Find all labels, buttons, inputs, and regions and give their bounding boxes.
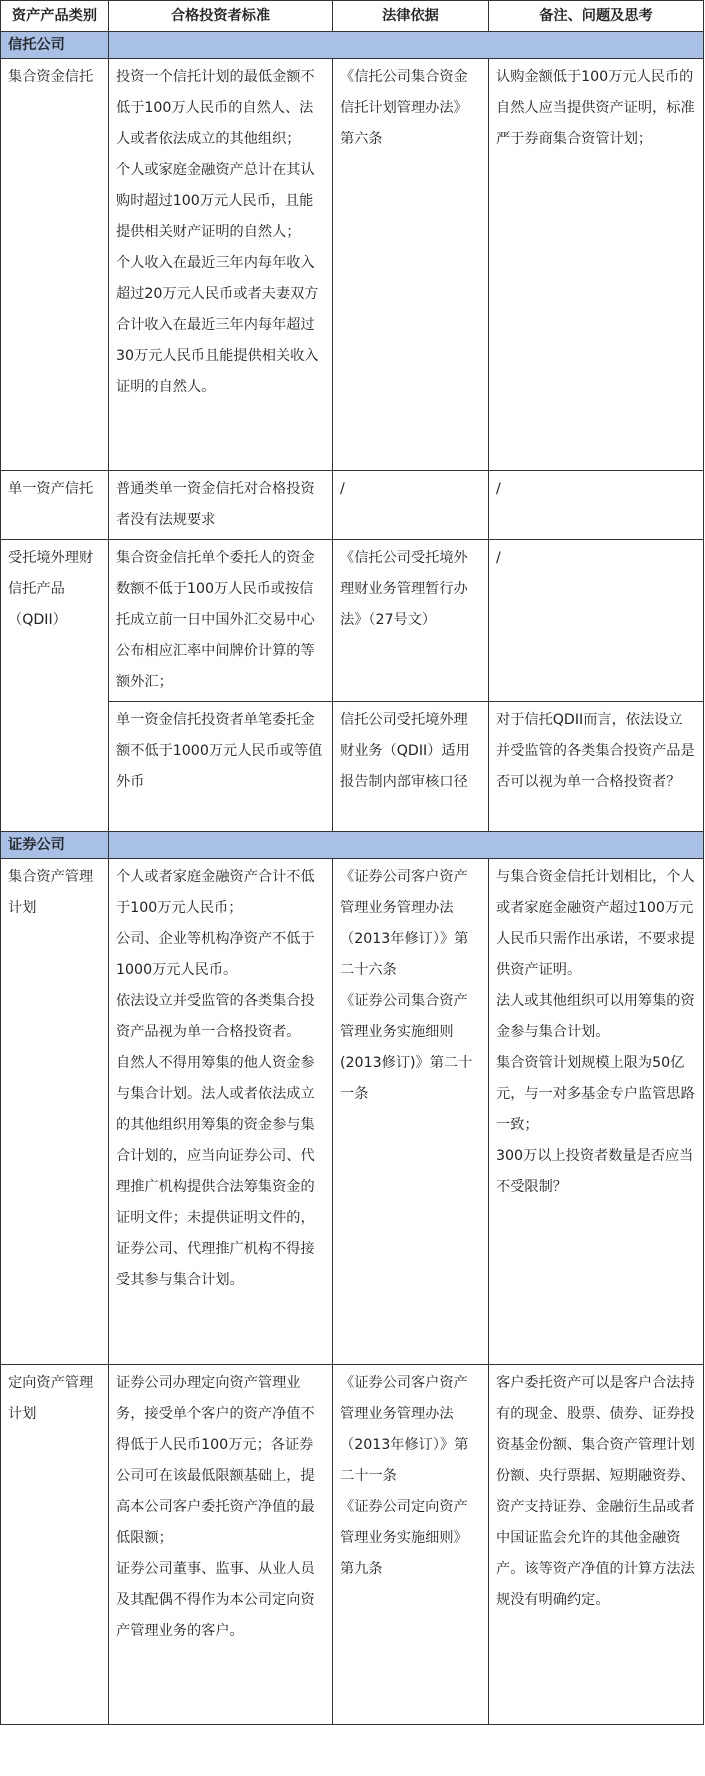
standard-paragraph: 单一资金信托投资者单笔委托金额不低于1000万元人民币或等值外币 xyxy=(116,712,323,790)
note-paragraph: 300万以上投资者数量是否应当不受限制？ xyxy=(496,1148,694,1195)
header-legal-basis: 法律依据 xyxy=(333,1,489,32)
notes-cell xyxy=(489,471,704,540)
section-fill xyxy=(109,32,704,59)
category-cell: 单一资产信托 xyxy=(1,471,109,540)
legal-basis-cell xyxy=(333,859,489,1365)
legal-basis-cell xyxy=(333,1365,489,1725)
header-notes: 备注、问题及思考 xyxy=(489,1,704,32)
note-paragraph: 集合资管计划规模上限为50亿元，与一对多基金专户监管思路一致； xyxy=(496,1055,695,1133)
header-row xyxy=(1,1,704,32)
legal-basis-paragraph: 《证券公司客户资产管理业务管理办法（2013年修订）》第二十六条 xyxy=(340,869,469,978)
legal-basis-paragraph: 信托公司受托境外理财业务（QDII）适用报告制内部审核口径 xyxy=(340,712,470,790)
category-cell: 定向资产管理计划 xyxy=(1,1365,109,1725)
notes-cell xyxy=(489,702,704,832)
category-cell: 集合资金信托 xyxy=(1,59,109,471)
standards-cell xyxy=(109,1365,333,1725)
category-cell: 受托境外理财信托产品（QDII） xyxy=(1,540,109,832)
header-standards: 合格投资者标准 xyxy=(109,1,333,32)
standard-paragraph: 个人收入在最近三年内每年收入超过20万元人民币或者夫妻双方合计收入在最近三年内每年超过30万元人民币且能提供相关收入证明的自然人。 xyxy=(116,255,319,395)
legal-basis-cell xyxy=(333,59,489,471)
standard-paragraph: 集合资金信托单个委托人的资金数额不低于100万人民币或按信托成立前一日中国外汇交易中心公布相应汇率中间牌价计算的等额外汇； xyxy=(116,550,315,690)
standards-cell xyxy=(109,702,333,832)
table-row xyxy=(1,471,704,540)
legal-basis-paragraph: 《证券公司客户资产管理业务管理办法（2013年修订）》第二十一条 xyxy=(340,1375,469,1484)
legal-basis-paragraph: 《信托公司受托境外理财业务管理暂行办法》（27号文） xyxy=(340,550,468,628)
notes-cell xyxy=(489,859,704,1365)
standard-paragraph: 投资一个信托计划的最低金额不低于100万人民币的自然人、法人或者依法成立的其他组织； xyxy=(116,69,315,147)
standard-paragraph: 证券公司办理定向资产管理业务，接受单个客户的资产净值不得低于人民币100万元；各证券公司可在该最低限额基础上，提高本公司客户委托资产净值的最低限额； xyxy=(116,1375,315,1546)
table-row xyxy=(1,859,704,1365)
note-paragraph: 与集合资金信托计划相比，个人或者家庭金融资产超过100万元人民币只需作出承诺，不要求提供资产证明。 xyxy=(496,869,695,978)
note-paragraph: / xyxy=(496,481,501,497)
standards-cell xyxy=(109,859,333,1365)
notes-cell xyxy=(489,540,704,702)
note-paragraph: / xyxy=(496,550,501,566)
section-row-securities xyxy=(1,832,704,859)
legal-basis-paragraph: 《证券公司定向资产管理业务实施细则》第九条 xyxy=(340,1499,468,1577)
standard-paragraph: 自然人不得用筹集的他人资金参与集合计划。法人或者依法成立的其他组织用筹集的资金参与集合计划的，应当向证券公司、代理推广机构提供合法筹集资金的证明文件；未提供证明文件的，证券公司、代理推广机构不得接受其参与集合计划。 xyxy=(116,1055,315,1288)
legal-basis-paragraph: 《信托公司集合资金信托计划管理办法》第六条 xyxy=(340,69,468,147)
header-category: 资产产品类别 xyxy=(1,1,109,32)
legal-basis-cell xyxy=(333,702,489,832)
legal-basis-paragraph: / xyxy=(340,481,345,497)
table-row xyxy=(1,540,704,702)
note-paragraph: 对于信托QDII而言，依法设立并受监管的各类集合投资产品是否可以视为单一合格投资者？ xyxy=(496,712,695,790)
standard-paragraph: 依法设立并受监管的各类集合投资产品视为单一合格投资者。 xyxy=(116,993,315,1040)
note-paragraph: 认购金额低于100万元人民币的自然人应当提供资产证明，标准严于券商集合资管计划； xyxy=(496,69,695,147)
legal-basis-paragraph: 《证券公司集合资产管理业务实施细则(2013修订)》第二十一条 xyxy=(340,993,473,1102)
note-paragraph: 法人或其他组织可以用筹集的资金参与集合计划。 xyxy=(496,993,695,1040)
section-fill xyxy=(109,832,704,859)
standard-paragraph: 证券公司董事、监事、从业人员及其配偶不得作为本公司定向资产管理业务的客户。 xyxy=(116,1561,315,1639)
table-row xyxy=(1,1365,704,1725)
category-cell: 集合资产管理计划 xyxy=(1,859,109,1365)
standard-paragraph: 个人或家庭金融资产总计在其认购时超过100万元人民币，且能提供相关财产证明的自然人； xyxy=(116,162,315,240)
standards-cell xyxy=(109,59,333,471)
standard-paragraph: 公司、企业等机构净资产不低于1000万元人民币。 xyxy=(116,931,315,978)
table-row xyxy=(1,59,704,471)
section-title: 证券公司 xyxy=(1,832,109,859)
legal-basis-cell xyxy=(333,540,489,702)
standards-cell xyxy=(109,540,333,702)
standards-cell xyxy=(109,471,333,540)
notes-cell xyxy=(489,59,704,471)
note-paragraph: 客户委托资产可以是客户合法持有的现金、股票、债券、证券投资基金份额、集合资产管理计划份额、央行票据、短期融资券、资产支持证券、金融衍生品或者中国证监会允许的其他金融资产。该等资产净值的计算方法法规没有明确约定。 xyxy=(496,1375,695,1608)
section-title: 信托公司 xyxy=(1,32,109,59)
section-row-trust xyxy=(1,32,704,59)
legal-basis-cell xyxy=(333,471,489,540)
notes-cell xyxy=(489,1365,704,1725)
standard-paragraph: 普通类单一资金信托对合格投资者没有法规要求 xyxy=(116,481,315,528)
standard-paragraph: 个人或者家庭金融资产合计不低于100万元人民币； xyxy=(116,869,315,916)
